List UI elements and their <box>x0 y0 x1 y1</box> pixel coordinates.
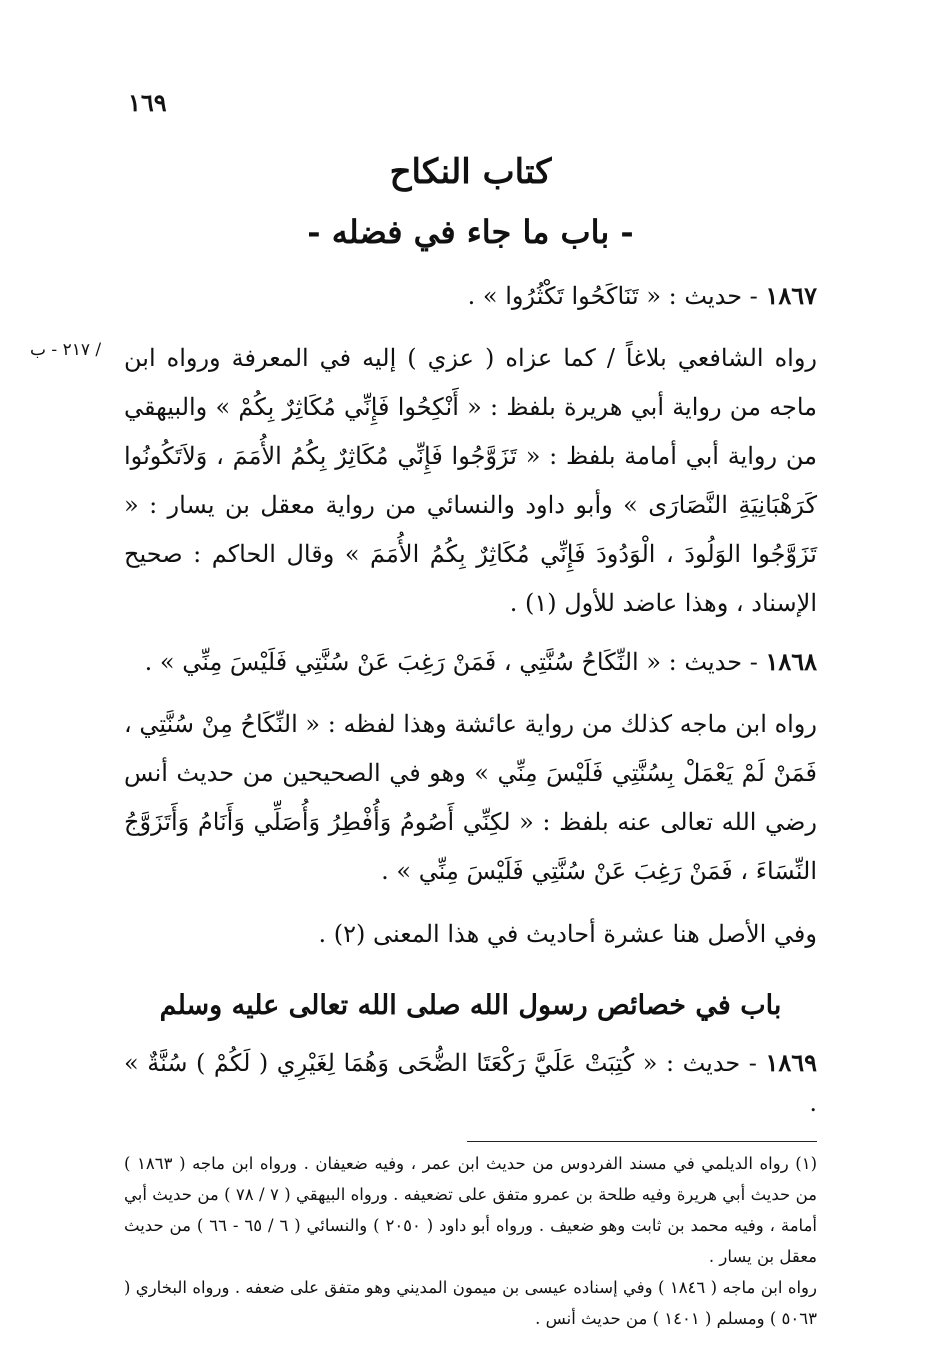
chapter-title: - باب ما جاء في فضله - <box>307 213 634 251</box>
footnote-divider <box>467 1141 817 1142</box>
footnote-2: رواه ابن ماجه ( ١٨٤٦ ) وفي إسناده عيسى بن ميمون المديني وهو متفق على ضعفه . ورواه البخاري ( ٥٠٦٣ ) ومسلم ( ١٤٠١ ) من حديث أنس . <box>124 1278 817 1328</box>
hadith-commentary-1868 <box>124 700 817 896</box>
footnotes <box>124 1148 817 1334</box>
hadith-heading-text: - حديث : « تَنَاكَحُوا تَكْثُرُوا » . <box>467 282 758 310</box>
hadith-heading-text: - حديث : « كُتِبَتْ عَلَيَّ رَكْعَتَا الضُّحَى وَهُمَا لِغَيْرِي ( لَكُمْ ) سُنَّةٌ » . <box>124 1049 817 1117</box>
book-title: كتاب النكاح <box>389 152 552 192</box>
commentary-text: رواه الشافعي بلاغاً / كما عزاه ( عزي ) إليه في المعرفة ورواه ابن ماجه من رواية أبي هريرة بلفظ : « أَنْكِحُوا فَإِنِّي مُكَاثِرٌ بِكُمْ » والبيهقي من رواية أبي أمامة بلفظ : « تَزَوَّجُوا فَإِنِّي مُكَاثِرٌ بِكُمُ الأُمَمَ ، وَلاَتَكُونُوا كَرَهْبَانِيَةِ النَّصَارَى » وأبو داود والنسائي من رواية معقل بن يسار : « تَزَوَّجُوا الوَلُودَ ، الْوَدُودَ فَإِنِّي مُكَاثِرٌ بِكُمُ الأُمَمَ » وقال الحاكم : صحيح الإسناد ، وهذا عاضد للأول (١) . <box>124 344 817 617</box>
hadith-commentary-1867 <box>124 334 817 628</box>
hadith-heading-1869 <box>124 1043 817 1123</box>
footnote-1: (١) رواه الديلمي في مسند الفردوس من حديث ابن عمر ، وفيه ضعيفان . ورواه ابن ماجه ( ١٨٦٣ ) من حديث أبي هريرة وفيه طلحة بن عمرو متفق على تضعيفه . ورواه البيهقي ( ٧ / ٧٨ ) من حديث أبي أمامة ، وفيه محمد بن ثابت وهو ضعيف . ورواه أبو داود ( ٢٠٥٠ ) والنسائي ( ٦ / ٦٥ - ٦٦ ) من حديث معقل بن يسار . <box>124 1154 817 1266</box>
hadith-heading-text: - حديث : « النِّكَاحُ سُنَّتِي ، فَمَنْ رَغِبَ عَنْ سُنَّتِي فَلَيْسَ مِنِّي » . <box>144 648 758 676</box>
section-subtitle: باب في خصائص رسول الله صلى الله تعالى عليه وسلم <box>159 990 782 1021</box>
extra-note-text: وفي الأصل هنا عشرة أحاديث في هذا المعنى (٢) . <box>318 920 817 948</box>
commentary-text: رواه ابن ماجه كذلك من رواية عائشة وهذا لفظه : « النِّكَاحُ مِنْ سُنَّتِي ، فَمَنْ لَمْ يَعْمَلْ بِسُنَّتِي فَلَيْسَ مِنِّي » وهو في الصحيحين من حديث أنس رضي الله تعالى عنه بلفظ : « لكِنِّي أَصُومُ وَأُفْطِرُ وَأُصَلِّي وَأَنَامُ وَأَتَزَوَّجُ النِّسَاءَ ، فَمَنْ رَغِبَ عَنْ سُنَّتِي فَلَيْسَ مِنِّي » . <box>124 710 817 885</box>
hadith-number: ١٨٦٩ <box>765 1048 817 1077</box>
page-content <box>124 150 817 1334</box>
hadith-number: ١٨٦٧ <box>765 281 817 310</box>
hadith-heading-1867 <box>124 276 817 316</box>
page-number: ١٦٩ <box>128 88 167 117</box>
hadith-extra-note <box>124 910 817 959</box>
hadith-heading-1868 <box>124 642 817 682</box>
margin-manuscript-ref: / ٢١٧ - ب <box>30 340 102 360</box>
hadith-number: ١٨٦٨ <box>765 647 817 676</box>
